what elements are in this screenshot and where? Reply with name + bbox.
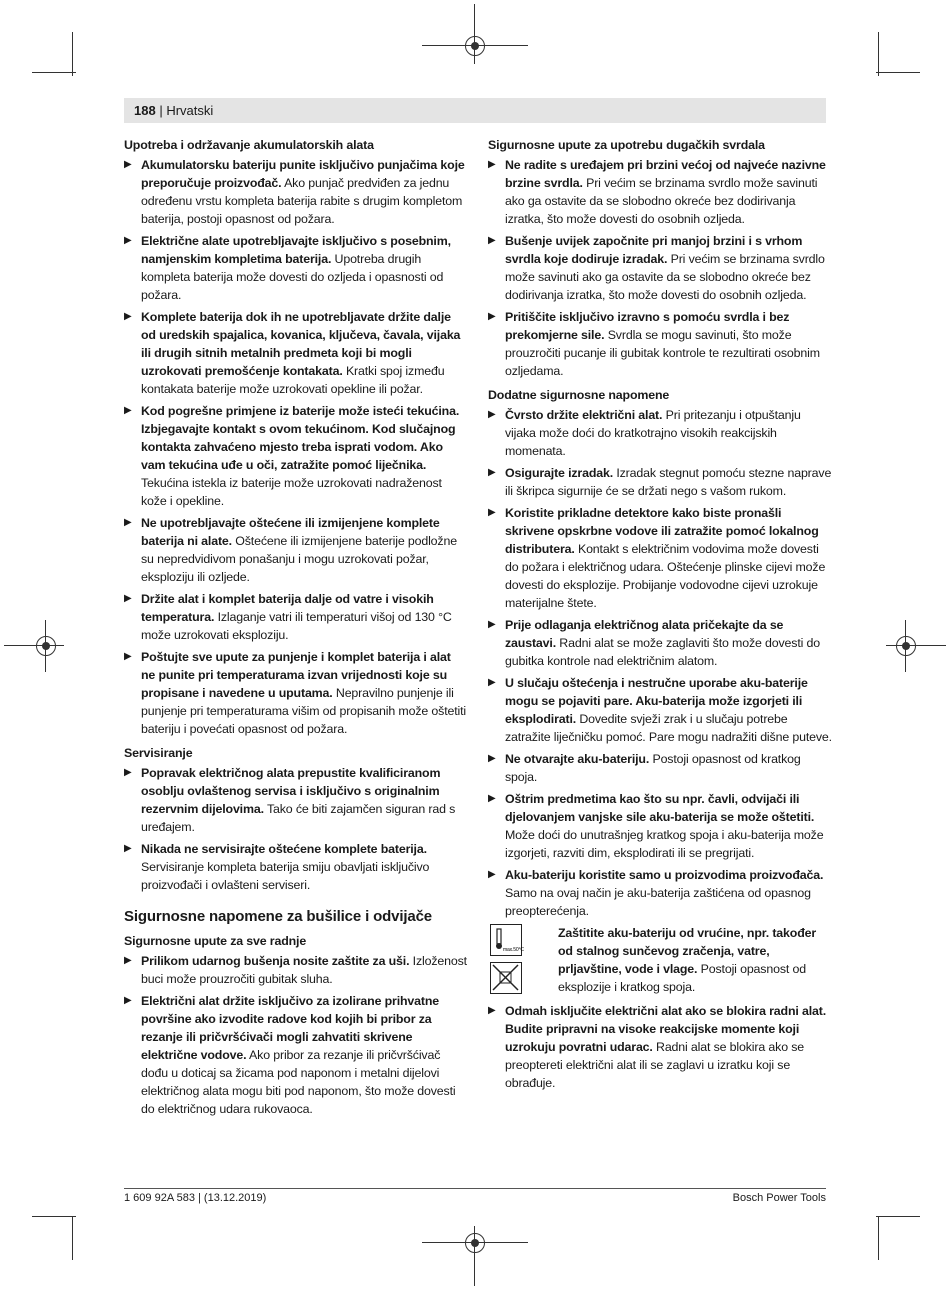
bullet-arrow-icon: ▶ (124, 995, 132, 1006)
list-item (488, 406, 832, 460)
page-language: Hrvatski (166, 103, 214, 118)
left-column (124, 136, 468, 1122)
list-item (124, 764, 468, 836)
item-lead: Kod pogrešne primjene iz baterije može isteći tekućina. Izbjegavajte kontakt s ovom tekućinom. Kod slučajnog kontakta zahvaćeno mjesto treba isprati vodom. Ako vam tekućina uđe u oči, zatražite pomoć liječnika. (141, 404, 460, 472)
item-text: Samo na ovaj način je aku-baterija zaštićena od opasnog preopterećenja. (505, 886, 811, 918)
list-item (488, 616, 832, 670)
item-text: Pri većim se brzinama svrdlo može savinuti ako ga ostavite da se slobodno okreće bez dodirivanja izratka, što može dovesti do osobnih ozljeda. (505, 176, 818, 226)
item-lead: Osigurajte izradak. (505, 466, 614, 480)
bullet-arrow-icon: ▶ (124, 955, 132, 966)
section-heading: Sigurnosne napomene za bušilice i odvijače (124, 908, 432, 925)
bullet-arrow-icon: ▶ (488, 869, 496, 880)
list-item (488, 308, 832, 380)
bullet-arrow-icon: ▶ (124, 235, 132, 246)
list-item (488, 750, 832, 786)
item-lead: Koristite prikladne detektore kako biste pronašli skrivene opskrbne vodove ili zatražite pomoć lokalnog distributera. (505, 506, 819, 556)
list-item (124, 992, 468, 1118)
item-lead: Aku-bateriju koristite samo u proizvodima proizvođača. (505, 868, 824, 882)
item-lead: Bušenje uvijek započnite pri manjoj brzini i s vrhom svrdla koje dodiruje izradak. (505, 234, 803, 266)
registration-mark-icon (896, 636, 916, 656)
footer-doc-id: 1 609 92A 583 | (13.12.2019) (124, 1192, 267, 1204)
bullet-arrow-icon: ▶ (488, 753, 496, 764)
item-lead: Čvrsto držite električni alat. (505, 408, 663, 422)
temperature-warning-icon (490, 924, 522, 956)
bullet-arrow-icon: ▶ (488, 619, 496, 630)
section-title: Servisiranje (124, 746, 193, 760)
bullet-arrow-icon: ▶ (488, 235, 496, 246)
item-lead: Popravak električnog alata prepustite kvalificiranom osoblju ovlaštenog servisa i isključivo s originalnim rezervnim dijelovima. (141, 766, 441, 816)
bullet-arrow-icon: ▶ (488, 159, 496, 170)
section-title: Sigurnosne upute za sve radnje (124, 934, 307, 948)
crop-mark (72, 1216, 73, 1260)
registration-mark-icon (465, 1233, 485, 1253)
bullet-arrow-icon: ▶ (488, 311, 496, 322)
crop-mark (876, 72, 920, 73)
item-lead: Akumulatorsku bateriju punite isključivo punjačima koje preporučuje proizvođač. (141, 158, 465, 190)
item-text: Pri većim se brzinama svrdlo može savinuti ako ga ostavite da se slobodno okreće bez dodirivanja izratka, što može dovesti do osobnih ozljeda. (505, 252, 825, 302)
item-text: Upotreba drugih kompleta baterija može dovesti do ozljeda i opasnosti od požara. (141, 252, 444, 302)
page-header: 188 | Hrvatski (124, 98, 826, 123)
item-text: Kontakt s električnim vodovima može dovesti do požara i električnog udara. Oštećenje plinske cijevi može dovesti do eksplozije. Probijanje vodovodne cijevi uzrokuje materijalne štete. (505, 542, 826, 610)
list-item (488, 504, 832, 612)
section-title: Dodatne sigurnosne napomene (488, 388, 670, 402)
item-text: Nepravilno punjenje ili punjenje pri temperaturama višim od propisanih može oštetiti bateriju i povećati opasnost od požara. (141, 686, 467, 736)
bullet-arrow-icon: ▶ (488, 409, 496, 420)
right-column (488, 136, 832, 1096)
item-lead: Oštrim predmetima kao što su npr. čavli, odvijači ili djelovanjem vanjske sile aku-baterija se može oštetiti. (505, 792, 815, 824)
item-text: Radni alat se može zaglaviti što može dovesti do gubitka kontrole nad električnim alatom. (505, 636, 821, 668)
item-text: Tekućina istekla iz baterije može uzrokovati nadraženost kože i opekline. (141, 476, 442, 508)
item-text: Svrdla se mogu savinuti, što može prouzročiti pucanje ili gubitak kontrole te rezultirati osobnim ozljedama. (505, 328, 820, 378)
list-item (124, 840, 468, 894)
item-lead: U slučaju oštećenja i nestručne uporabe aku-baterije mogu se pojaviti pare. Aku-baterija može izgorjeti ili eksplodirati. (505, 676, 808, 726)
item-lead: Pritiščite isključivo izravno s pomoću svrdla i bez prekomjerne sile. (505, 310, 790, 342)
item-text: Može doći do unutrašnjeg kratkog spoja i aku-baterija može izgorjeti, razviti dim, eksplodirati ili se pregrijati. (505, 828, 824, 860)
item-text: Izradak stegnut pomoću stezne naprave ili škripca sigurnije će se držati nego s vašom rukom. (505, 466, 832, 498)
item-text: Servisiranje kompleta baterija smiju obavljati isključivo proizvođači i ovlašteni serviseri. (141, 860, 430, 892)
item-lead: Komplete baterija dok ih ne upotrebljavate držite dalje od uredskih spajalica, kovanica, ključeva, čavala, vijaka ili drugih sitnih metalnih predmeta koji bi mogli uzrokovati premošćenje kontakata. (141, 310, 461, 378)
list-item (124, 514, 468, 586)
list-item (124, 952, 468, 988)
list-item: ▶ Odmah isključite električni alat ako se blokira radni alat. Budite pripravni na visoke reakcijske momente koji uzrokuju povratni udarac. Radni alat se blokira ako se preoptereti električni alat ili se zaglavi u izratku koji se obrađuje. (488, 1004, 827, 1090)
registration-mark-icon (36, 636, 56, 656)
bullet-arrow-icon: ▶ (488, 793, 496, 804)
item-text: Pri pritezanju i otpuštanju vijaka može doći do kratkotrajno visokih reakcijskih momenata. (505, 408, 801, 458)
item-lead: Električni alat držite isključivo za izolirane prihvatne površine ako izvodite radove kod kojih bi pribor za rezanje ili pričvršćivači mogli zahvatiti skrivene električne vodove. (141, 994, 440, 1062)
item-lead: Prilikom udarnog bušenja nosite zaštite za uši. (141, 954, 410, 968)
item-lead: Prije odlaganja električnog alata pričekajte da se zaustavi. (505, 618, 784, 650)
list-item (488, 232, 832, 304)
item-text: Tako će biti zajamčen siguran rad s uređajem. (141, 802, 456, 834)
item-text: Ako pribor za rezanje ili pričvršćivač dođu u doticaj sa žicama pod naponom i metalni dijelovi električnog alata mogu biti pod naponom, što može dovesti do električnog udara rukovaoca. (141, 1048, 456, 1116)
item-text: Oštećene ili izmijenjene baterije podložne su nepredvidivom ponašanju i mogu uzrokovati požar, eksploziju ili ozljede. (141, 534, 457, 584)
bullet-arrow-icon: ▶ (124, 593, 132, 604)
item-lead: Ne otvarajte aku-bateriju. (505, 752, 650, 766)
bullet-arrow-icon: ▶ (488, 677, 496, 688)
footer-divider (124, 1188, 826, 1189)
list-item (488, 790, 832, 862)
list-item (488, 674, 832, 746)
item-text: Izlaganje vatri ili temperaturi višoj od 130 °C može uzrokovati eksploziju. (141, 610, 452, 642)
item-text: Ako punjač predviđen za jednu određenu vrstu kompleta baterija rabite s drugim kompletom baterija, postoji opasnost od požara. (141, 176, 463, 226)
list-item (124, 308, 468, 398)
bullet-arrow-icon: ▶ (488, 507, 496, 518)
registration-line (886, 645, 946, 646)
bullet-arrow-icon: ▶ (124, 767, 132, 778)
bullet-arrow-icon: ▶ (124, 311, 132, 322)
crop-mark (32, 72, 76, 73)
list-item (124, 402, 468, 510)
item-lead: Ne radite s uređajem pri brzini većoj od najveće nazivne brzine svrdla. (505, 158, 826, 190)
bullet-arrow-icon: ▶ (124, 651, 132, 662)
section-title: Upotreba i održavanje akumulatorskih alata (124, 138, 374, 152)
item-text: Postoji opasnost od kratkog spoja. (505, 752, 801, 784)
section-title: Sigurnosne upute za upotrebu dugačkih svrdala (488, 138, 765, 152)
bullet-arrow-icon: ▶ (488, 467, 496, 478)
list-item (488, 866, 832, 920)
registration-mark-icon (465, 36, 485, 56)
item-lead: Ne upotrebljavajte oštećene ili izmijenjene komplete baterija ni alate. (141, 516, 440, 548)
item-lead: Električne alate upotrebljavajte isključivo s posebnim, namjenskim kompletima baterija. (141, 234, 451, 266)
list-item (124, 156, 468, 228)
icon-label: max.50°C (503, 947, 524, 953)
list-item (124, 232, 468, 304)
list-item (488, 464, 832, 500)
bullet-arrow-icon: ▶ (124, 405, 132, 416)
list-item (488, 156, 832, 228)
bullet-arrow-icon: ▶ (124, 843, 132, 854)
crop-mark (878, 1216, 879, 1260)
item-lead: Držite alat i komplet baterija dalje od vatre i visokih temperatura. (141, 592, 434, 624)
crop-mark (32, 1216, 76, 1217)
bullet-arrow-icon: ▶ (488, 1005, 496, 1016)
page-number: 188 (134, 103, 156, 118)
item-lead: Nikada ne servisirajte oštećene komplete baterija. (141, 842, 427, 856)
bullet-arrow-icon: ▶ (124, 517, 132, 528)
item-text: Izloženost buci može prouzročiti gubitak sluha. (141, 954, 467, 986)
heat-warning-text: Zaštitite aku-bateriju od vrućine, npr. također od stalnog sunčevog zračenja, vatre, prljavštine, vode i vlage. Postoji opasnost od eksplozije i kratkog spoja. (558, 926, 817, 994)
footer-brand: Bosch Power Tools (732, 1192, 826, 1204)
item-text: Dovedite svježi zrak i u slučaju potrebe zatražite liječničku pomoć. Pare mogu nadražiti dišne puteve. (505, 712, 832, 744)
bullet-arrow-icon: ▶ (124, 159, 132, 170)
crop-mark (878, 32, 879, 76)
crop-mark (72, 32, 73, 76)
item-text: Kratki spoj između kontakata baterije može uzrokovati opekline ili požar. (141, 364, 445, 396)
crop-mark (876, 1216, 920, 1217)
no-sun-water-icon (490, 962, 522, 994)
list-item (124, 590, 468, 644)
item-lead: Poštujte sve upute za punjenje i komplet baterija i alat ne punite pri temperaturama izvan vrijednosti koje su propisane i navedene u uputama. (141, 650, 451, 700)
heat-warning-block (488, 924, 832, 996)
list-item (124, 648, 468, 738)
